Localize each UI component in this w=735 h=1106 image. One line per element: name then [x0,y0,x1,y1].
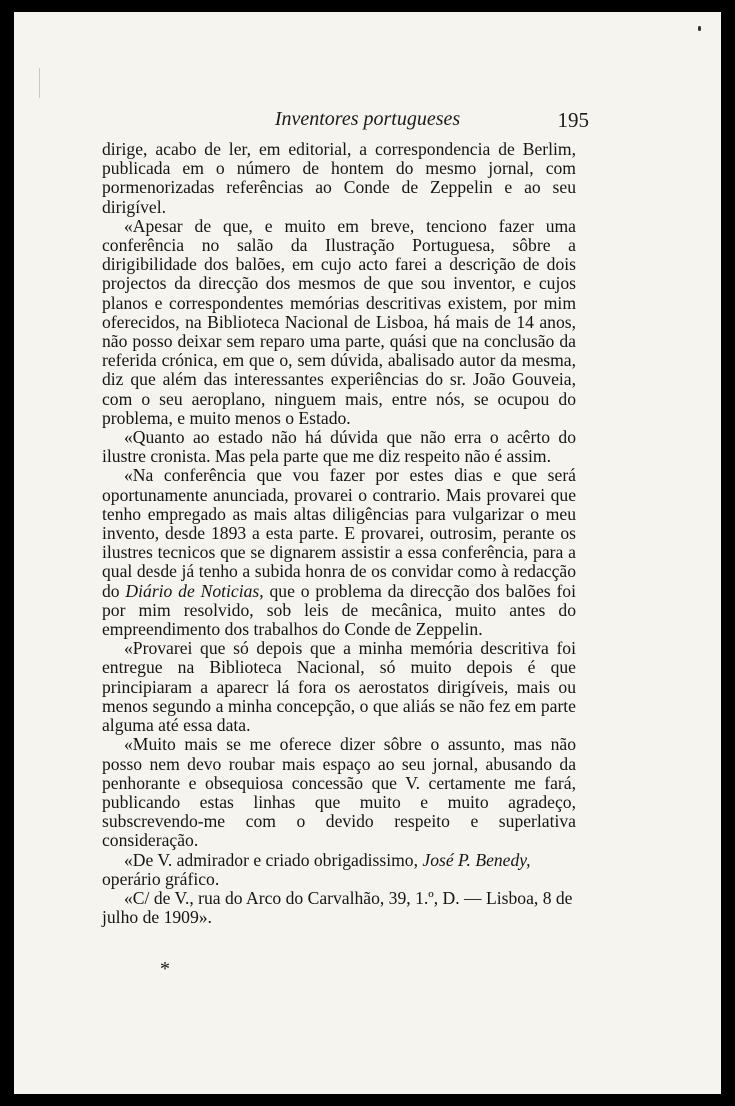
page-number: 195 [557,108,589,132]
paragraph: «Apesar de que, e muito em breve, tenciono fazer uma conferência no salão da Ilustração Portuguesa, sôbre a dirigibilidade dos balões, em cujo acto farei a descrição de dois projectos da direcção dos mesmos de que sou inventor, e cujos planos e correspondentes memórias descritivas existem, por mim oferecidos, na Biblioteca Nacional de Lisboa, há mais de 14 anos, não posso deixar sem reparo uma parte, quási que na conclusão da referida crónica, em que o, sem dúvida, abalisado autor da mesma, diz que além das interessantes experiências do sr. João Gouveia, com o seu aeroplano, ninguem mais, entre nós, se ocupou do problema, e muito menos o Estado. [102,215,576,428]
paragraph [102,466,576,639]
page-header [14,108,721,138]
paragraph-continuation: dirige, acabo de ler, em editorial, a correspondencia de Berlim, publicada em o número de hontem do mesmo jornal, com pormenorizadas referências ao Conde de Zeppelin e ao seu dirigível. [102,139,576,217]
signature-line [102,851,576,889]
signature-role: operário gráfico. [102,868,220,889]
address-line: «C/ de V., rua do Arco do Carvalhão, 39, 1.º, D. — Lisboa, 8 de julho de 1909». [102,887,573,928]
paragraph: «Quanto ao estado não há dúvida que não erra o acêrto do ilustre cronista. Mas pela parte que me diz respeito não é assim. [102,427,576,467]
signature-name: José P. Benedy, [422,849,531,870]
ink-speck [698,26,701,31]
paragraph: «Provarei que só depois que a minha memória descritiva foi entregue na Biblioteca Nacional, só muito depois é que principiaram a aparecr lá fora os aerostatos dirigíveis, mais ou menos segundo a minha concepção, o que aliás se não fez em parte alguma até essa data. [102,638,576,736]
book-page [14,12,721,1094]
closing-asterisk: * [160,958,170,980]
body-text [102,140,576,927]
signature-lead: «De V. admirador e criado obrigadissimo, [124,849,423,870]
running-title: Inventores portugueses [274,108,461,130]
paragraph: «Muito mais se me oferece dizer sôbre o assunto, mas não posso nem devo roubar mais espaço ao seu jornal, abusando da penhorante e obsequiosa concessão que V. certamente me fará, publicando estas linhas que muito e muito agradeço, subscrevendo-me com o devido respeito e superlativa consideração. [102,734,576,851]
paragraph-text: «Na conferência que vou fazer por estes dias e que será oportunamente anunciada, provarei o contrario. Mais provarei que tenho empregado as mais altas diligências para vulgarizar o meu invento, desde 1893 a esta parte. E provarei, outrosim, perante os ilustres tecnicos que se dignarem assistir a essa conferência, para a qual desde já tenho a subida honra de os convidar como à redacção do [102,465,576,601]
newspaper-title: Diário de Noticias, [125,580,264,601]
margin-mark [39,68,40,98]
paragraph-text-tail: que o problema da direcção dos balões foi por mim resolvido, sob leis de mecânica, muito antes do empreendimento dos trabalhos do Conde de Zeppelin. [102,580,576,640]
